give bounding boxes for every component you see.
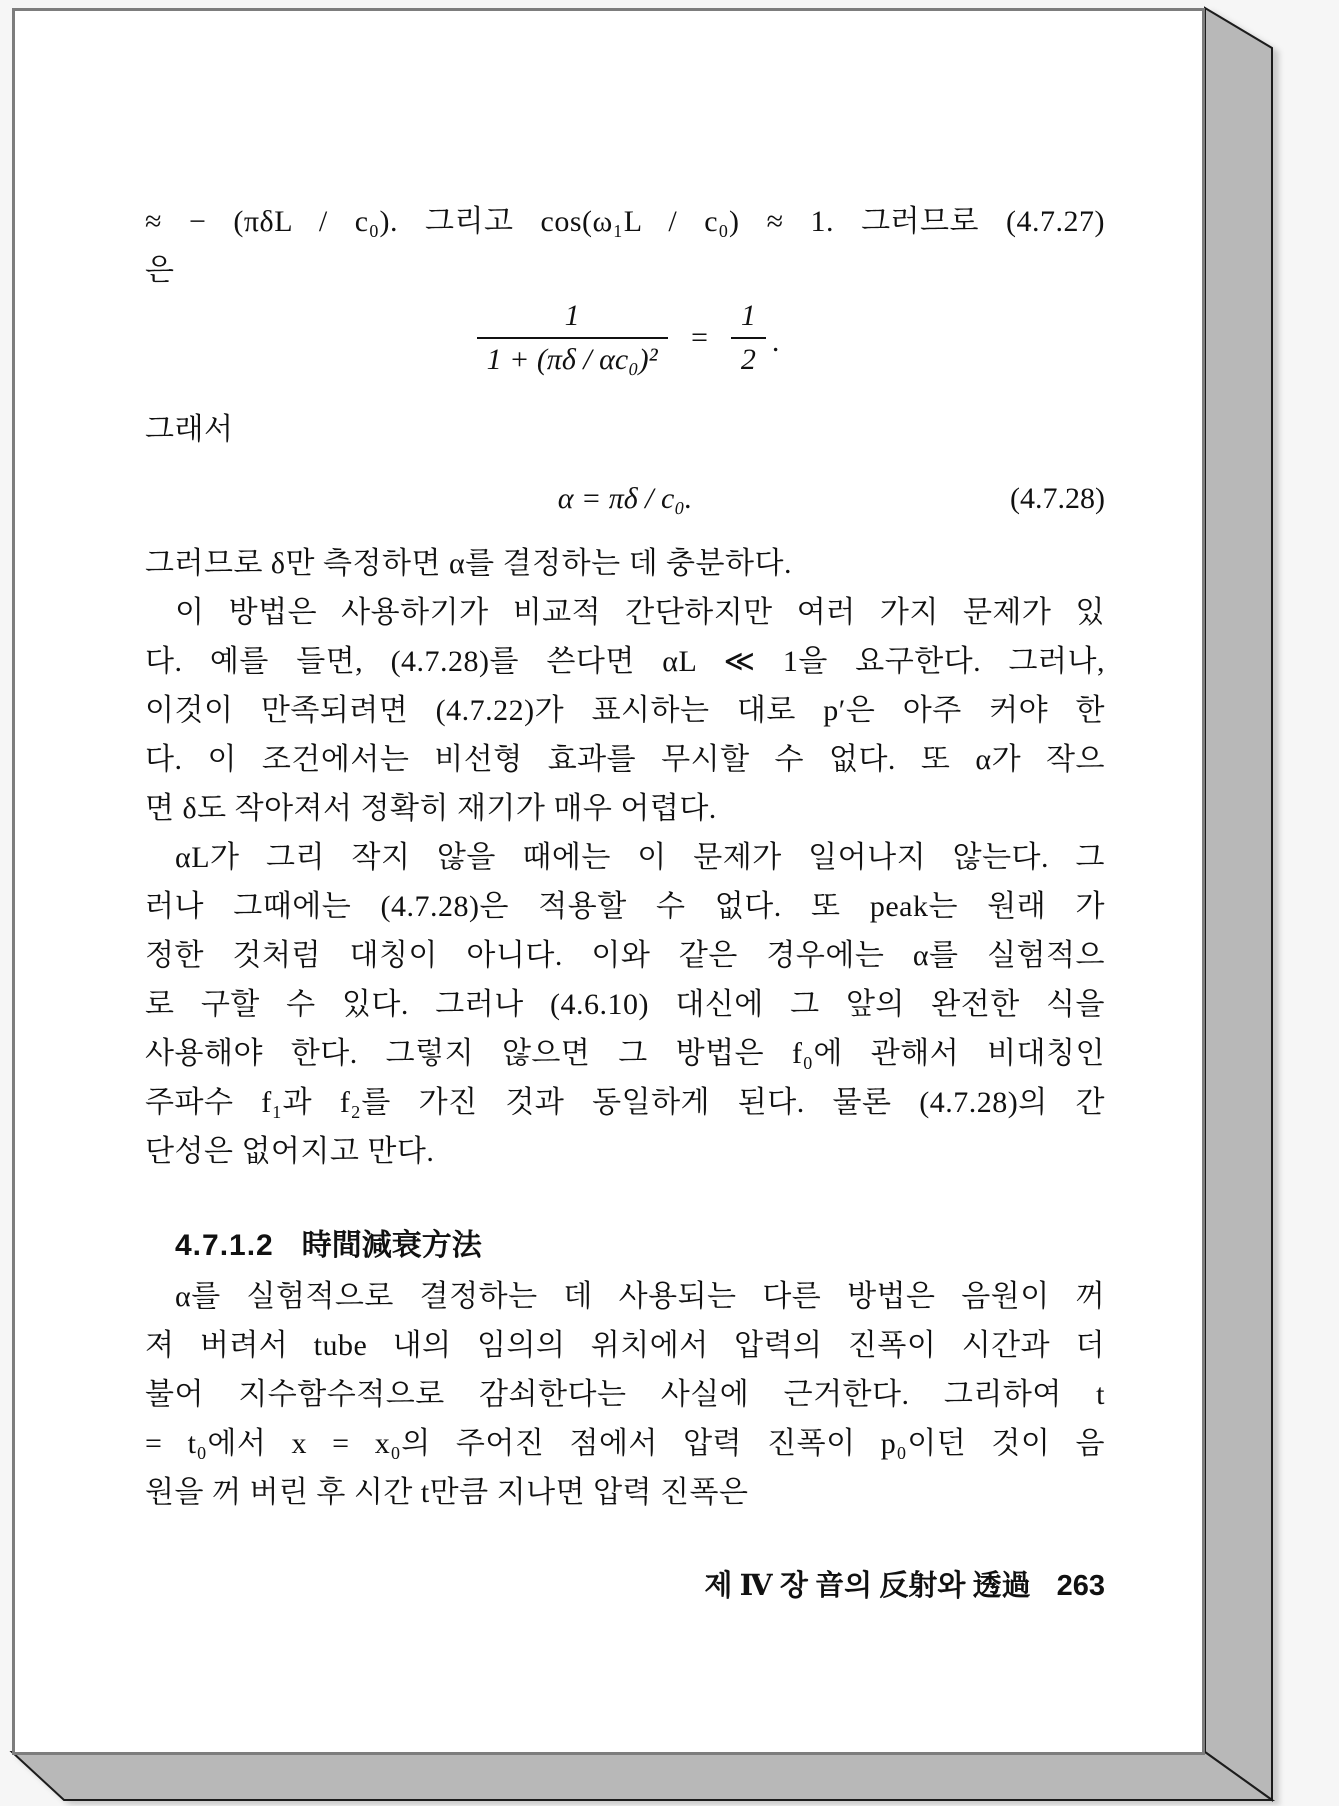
body-line: 정한 것처럼 대칭이 아니다. 이와 같은 경우에는 α를 실험적으: [145, 939, 1105, 972]
body-line: 이것이 만족되려면 (4.7.22)가 표시하는 대로 p′은 아주 커야 한: [145, 694, 1105, 727]
body-line: 그러므로 δ만 측정하면 α를 결정하는 데 충분하다.: [145, 547, 792, 580]
body-line: 불어 지수함수적으로 감쇠한다는 사실에 근거한다. 그리하여 t: [145, 1378, 1105, 1411]
fraction: [731, 299, 766, 377]
book-page: [12, 8, 1205, 1755]
body-line: 다. 예를 들면, (4.7.28)를 쓴다면 αL ≪ 1을 요구한다. 그러나,: [145, 645, 1105, 678]
page-number: 263: [1056, 1570, 1105, 1602]
text-line: ≈ − (πδL / c₀). 그리고 cos(ω₁L / c₀) ≈ 1. 그러므로 (4.7.27): [145, 205, 1105, 238]
display-equation-1: [145, 299, 1105, 377]
body-line: 다. 이 조건에서는 비선형 효과를 무시할 수 없다. 또 α가 작으: [145, 743, 1105, 776]
running-footer: [145, 1562, 1105, 1611]
body-line: 주파수 f₁과 f₂를 가진 것과 동일하게 된다. 물론 (4.7.28)의 간: [145, 1086, 1105, 1119]
fraction-denominator: 1 + (πδ / αc₀)²: [477, 337, 668, 377]
body-line: 단성은 없어지고 만다.: [145, 1135, 435, 1168]
body-line: 면 δ도 작아져서 정확히 재기가 매우 어렵다.: [145, 792, 717, 825]
equation-period: .: [771, 325, 780, 358]
text-line: 그래서: [145, 413, 234, 446]
body-line: αL가 그리 작지 않을 때에는 이 문제가 일어나지 않는다. 그: [175, 841, 1105, 874]
body-line: 져 버려서 tube 내의 임의의 위치에서 압력의 진폭이 시간과 더: [145, 1329, 1105, 1362]
text-line: 은: [145, 254, 175, 287]
paper-edge-right: [1205, 8, 1272, 1800]
body-line: 원을 꺼 버린 후 시간 t만큼 지나면 압력 진폭은: [145, 1476, 749, 1509]
transition-word: [145, 405, 1105, 454]
body-paragraphs-2: [145, 1272, 1105, 1517]
equation-number: (4.7.28): [1010, 482, 1105, 515]
display-equation-2: [145, 474, 1105, 523]
body-line: = t₀에서 x = x₀의 주어진 점에서 압력 진폭이 p₀이던 것이 음: [145, 1427, 1105, 1460]
section-title: 時間減衰方法: [301, 1229, 482, 1262]
equation-body: α = πδ / c₀.: [557, 482, 693, 515]
section-heading: [145, 1220, 1105, 1264]
fraction-numerator: 1: [564, 299, 580, 332]
section-number: 4.7.1.2: [175, 1229, 274, 1262]
body-line: 이 방법은 사용하기가 비교적 간단하지만 여러 가지 문제가 있: [175, 596, 1105, 629]
fraction-numerator: 1: [740, 299, 756, 332]
body-line: 사용해야 한다. 그렇지 않으면 그 방법은 f₀에 관해서 비대칭인: [145, 1037, 1105, 1070]
equals-sign: =: [689, 321, 710, 354]
body-paragraphs: [145, 539, 1105, 1176]
chapter-title: 제 Ⅳ 장 音의 反射와 透過: [704, 1570, 1031, 1602]
body-line: α를 실험적으로 결정하는 데 사용되는 다른 방법은 음원이 꺼: [175, 1280, 1105, 1313]
paper-edge-bottom: [12, 1752, 1272, 1800]
fraction-denominator: 2: [731, 337, 766, 377]
body-line: 로 구할 수 있다. 그러나 (4.6.10) 대신에 그 앞의 완전한 식을: [145, 988, 1105, 1021]
intro-paragraph: [145, 197, 1105, 295]
body-line: 러나 그때에는 (4.7.28)은 적용할 수 없다. 또 peak는 원래 가: [145, 890, 1105, 923]
fraction: [477, 299, 668, 377]
